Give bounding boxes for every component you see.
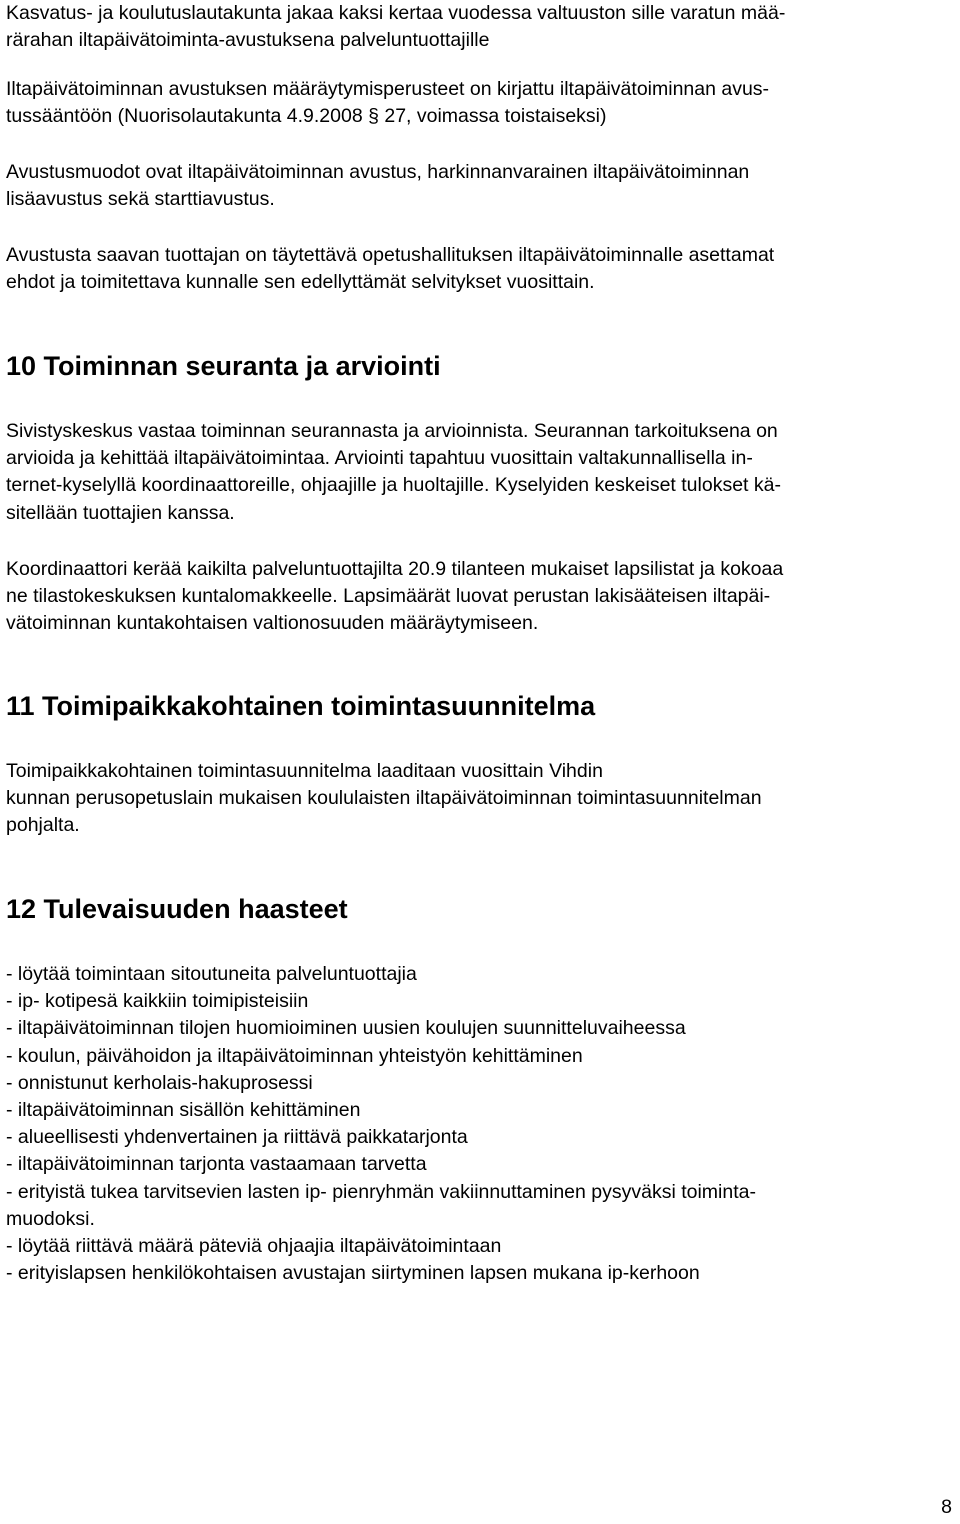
text-line: Avustusmuodot ovat iltapäivätoiminnan avustus, harkinnanvarainen iltapäivätoiminnan [6, 161, 750, 183]
text-line: pohjalta. [6, 814, 80, 837]
list-item: - alueellisesti yhdenvertainen ja riittävä paikkatarjonta [6, 1126, 468, 1149]
intro-paragraph-4 [6, 242, 774, 296]
text-line: arvioida ja kehittää iltapäivätoimintaa. Arviointi tapahtuu vuosittain valtakunnallisella in- [6, 447, 753, 470]
section-10-paragraph-2 [6, 556, 783, 638]
section-12-list [6, 961, 756, 1287]
section-11-paragraph-1 [6, 758, 762, 840]
section-11-heading: 11 Toimipaikkakohtainen toimintasuunnitelma [6, 691, 596, 721]
list-item: - iltapäivätoiminnan tarjonta vastaamaan tarvetta [6, 1153, 427, 1176]
list-item: - iltapäivätoiminnan tilojen huomioiminen uusien koulujen suunnitteluvaiheessa [6, 1017, 686, 1040]
text-line: tussääntöön (Nuorisolautakunta 4.9.2008 § 27, voimassa toistaiseksi) [6, 105, 607, 128]
section-12-heading: 12 Tulevaisuuden haasteet [6, 894, 348, 924]
list-item: - löytää riittävä määrä päteviä ohjaajia iltapäivätoimintaan [6, 1235, 502, 1258]
text-line: vätoiminnan kuntakohtaisen valtionosuuden määräytymiseen. [6, 612, 539, 635]
text-line: lisäavustus sekä starttiavustus. [6, 188, 275, 211]
text-line: Avustusta saavan tuottajan on täytettävä opetushallituksen iltapäivätoiminnalle asettamat [6, 244, 775, 266]
list-item: - iltapäivätoiminnan sisällön kehittäminen [6, 1099, 361, 1122]
page-number: 8 [941, 1496, 952, 1518]
text-line: rärahan iltapäivätoiminta-avustuksena palveluntuottajille [6, 29, 490, 52]
section-10-paragraph-1 [6, 418, 781, 527]
intro-paragraph-1 [6, 0, 785, 54]
text-line: sitellään tuottajien kanssa. [6, 501, 235, 524]
text-line: kunnan perusopetuslain mukaisen koululaisten iltapäivätoiminnan toimintasuunnitelman [6, 787, 762, 810]
text-line: Kasvatus- ja koulutuslautakunta jakaa kaksi kertaa vuodessa valtuuston sille varatun mää- [6, 2, 786, 24]
intro-paragraph-2 [6, 76, 769, 130]
list-item: - erityistä tukea tarvitsevien lasten ip- pienryhmän vakiinnuttaminen pysyväksi toiminta- [6, 1180, 756, 1203]
text-line: Toimipaikkakohtainen toimintasuunnitelma laaditaan vuosittain Vihdin [6, 760, 603, 782]
text-line: ehdot ja toimitettava kunnalle sen edellyttämät selvitykset vuosittain. [6, 271, 595, 294]
text-line: Sivistyskeskus vastaa toiminnan seurannasta ja arvioinnista. Seurannan tarkoituksena on [6, 420, 778, 442]
list-item: muodoksi. [6, 1207, 95, 1230]
list-item: - ip- kotipesä kaikkiin toimipisteisiin [6, 990, 309, 1013]
list-item: - löytää toimintaan sitoutuneita palveluntuottajia [6, 963, 417, 985]
section-10-heading: 10 Toiminnan seuranta ja arviointi [6, 351, 441, 381]
text-line: Iltapäivätoiminnan avustuksen määräytymisperusteet on kirjattu iltapäivätoiminnan avus- [6, 78, 770, 100]
list-item: - koulun, päivähoidon ja iltapäivätoiminnan yhteistyön kehittäminen [6, 1044, 583, 1067]
list-item: - erityislapsen henkilökohtaisen avustajan siirtyminen lapsen mukana ip-kerhoon [6, 1262, 700, 1285]
text-line: ne tilastokeskuksen kuntalomakkeelle. Lapsimäärät luovat perustan lakisääteisen iltapäi- [6, 585, 771, 608]
intro-paragraph-3 [6, 159, 749, 213]
text-line: ternet-kyselyllä koordinaattoreille, ohjaajille ja huoltajille. Kyselyiden keskeiset tulokset kä- [6, 474, 781, 497]
text-line: Koordinaattori kerää kaikilta palveluntuottajilta 20.9 tilanteen mukaiset lapsilistat ja kokoaa [6, 558, 784, 580]
list-item: - onnistunut kerholais-hakuprosessi [6, 1071, 313, 1094]
